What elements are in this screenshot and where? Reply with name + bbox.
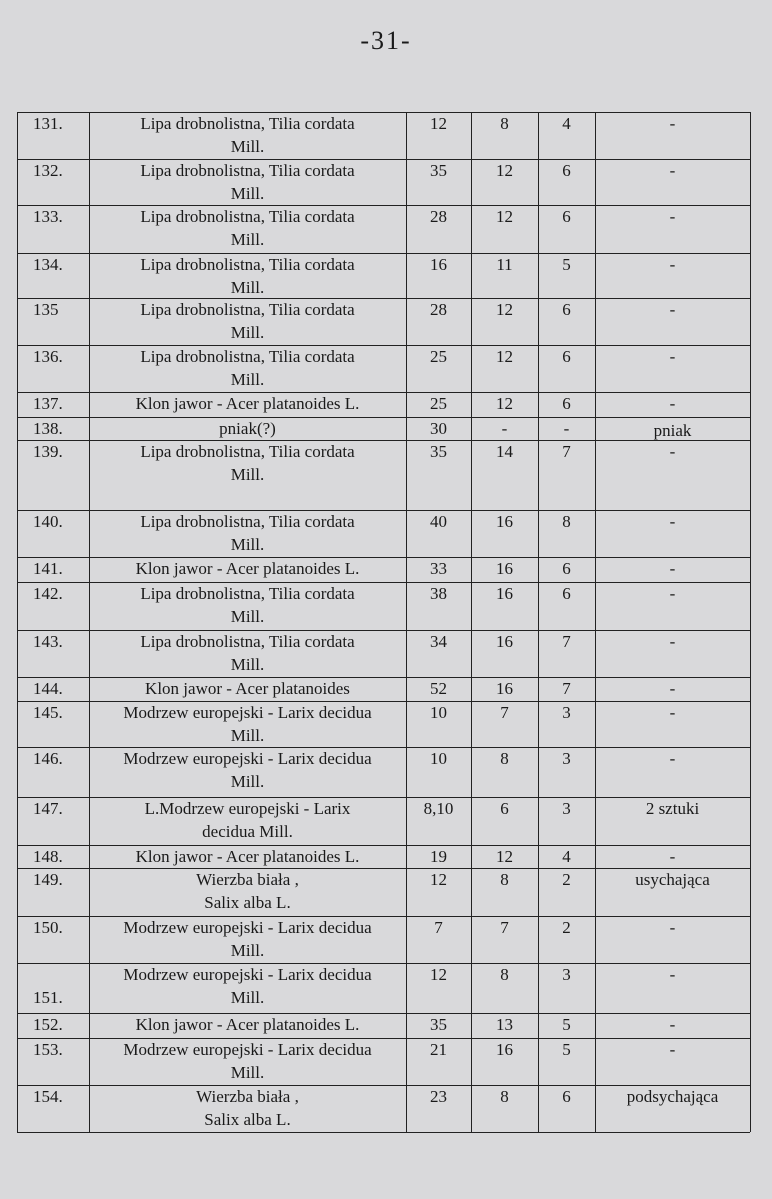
value-crown: 3: [562, 703, 571, 722]
species-name: Modrzew europejski - Larix decidua: [123, 703, 372, 722]
remarks: -: [669, 300, 676, 319]
value-height: 8: [500, 1087, 509, 1106]
species-name: Lipa drobnolistna, Tilia cordata: [140, 512, 355, 531]
species-name: Lipa drobnolistna, Tilia cordata: [140, 114, 355, 133]
remarks: -: [669, 749, 676, 768]
species-name: Mill.: [230, 535, 265, 554]
value-circumference: 8,10: [423, 799, 454, 818]
value-crown: 5: [562, 1040, 571, 1059]
remarks: 2 sztuki: [645, 799, 700, 818]
value-crown: 6: [562, 1087, 571, 1106]
remarks: -: [669, 347, 676, 366]
row-number: 140.: [33, 512, 63, 531]
value-crown: 3: [562, 749, 571, 768]
species-name: Salix alba L.: [204, 1110, 291, 1129]
column-divider: [17, 112, 18, 1132]
row-number: 151.: [33, 988, 63, 1007]
remarks: pniak: [653, 421, 692, 440]
value-crown: 7: [562, 442, 571, 461]
value-height: 16: [496, 679, 513, 698]
value-circumference: 21: [430, 1040, 447, 1059]
value-height: 12: [496, 300, 513, 319]
remarks: -: [669, 584, 676, 603]
remarks: -: [669, 559, 676, 578]
row-number: 147.: [33, 799, 63, 818]
value-crown: 6: [562, 300, 571, 319]
value-height: 6: [500, 799, 509, 818]
species-name: Mill.: [230, 726, 265, 745]
remarks: -: [669, 207, 676, 226]
species-name: Mill.: [230, 230, 265, 249]
value-height: 7: [500, 703, 509, 722]
remarks: podsychająca: [626, 1087, 719, 1106]
value-crown: 6: [562, 207, 571, 226]
value-height: -: [501, 419, 508, 438]
value-crown: 7: [562, 632, 571, 651]
row-number: 145.: [33, 703, 63, 722]
value-crown: 6: [562, 559, 571, 578]
species-name: Lipa drobnolistna, Tilia cordata: [140, 300, 355, 319]
remarks: -: [669, 161, 676, 180]
value-crown: 3: [562, 799, 571, 818]
value-circumference: 30: [430, 419, 447, 438]
row-number: 134.: [33, 255, 63, 274]
species-name: Modrzew europejski - Larix decidua: [123, 1040, 372, 1059]
value-height: 12: [496, 161, 513, 180]
remarks: -: [669, 512, 676, 531]
value-circumference: 35: [430, 442, 447, 461]
value-circumference: 28: [430, 300, 447, 319]
value-circumference: 10: [430, 703, 447, 722]
remarks: -: [669, 965, 676, 984]
value-height: 16: [496, 1040, 513, 1059]
value-crown: 4: [562, 114, 571, 133]
value-circumference: 7: [434, 918, 443, 937]
species-name: Klon jawor - Acer platanoides: [145, 679, 350, 698]
row-number: 154.: [33, 1087, 63, 1106]
remarks: -: [669, 1015, 676, 1034]
row-number: 142.: [33, 584, 63, 603]
page-number: -31-: [360, 26, 412, 55]
row-number: 131.: [33, 114, 63, 133]
species-name: Wierzba biała ,: [196, 870, 299, 889]
value-height: 14: [496, 442, 513, 461]
species-name: pniak(?): [219, 419, 276, 438]
row-number: 153.: [33, 1040, 63, 1059]
value-height: 12: [496, 394, 513, 413]
row-number: 144.: [33, 679, 63, 698]
remarks: usychająca: [635, 870, 710, 889]
value-circumference: 40: [430, 512, 447, 531]
species-name: Mill.: [230, 772, 265, 791]
species-name: Modrzew europejski - Larix decidua: [123, 965, 372, 984]
table-bottom-border: [17, 1132, 750, 1133]
value-crown: 6: [562, 394, 571, 413]
row-number: 132.: [33, 161, 63, 180]
species-name: Mill.: [230, 137, 265, 156]
row-number: 148.: [33, 847, 63, 866]
value-circumference: 35: [430, 161, 447, 180]
value-height: 12: [496, 347, 513, 366]
value-height: 12: [496, 847, 513, 866]
value-crown: 2: [562, 918, 571, 937]
species-name: Klon jawor - Acer platanoides L.: [135, 559, 360, 578]
remarks: -: [669, 703, 676, 722]
value-crown: -: [563, 419, 570, 438]
value-circumference: 35: [430, 1015, 447, 1034]
species-name: Mill.: [230, 941, 265, 960]
value-height: 16: [496, 559, 513, 578]
row-number: 136.: [33, 347, 63, 366]
species-name: Mill.: [230, 278, 265, 297]
value-crown: 6: [562, 161, 571, 180]
row-number: 139.: [33, 442, 63, 461]
remarks: -: [669, 255, 676, 274]
value-crown: 4: [562, 847, 571, 866]
remarks: -: [669, 114, 676, 133]
value-circumference: 12: [430, 114, 447, 133]
species-name: Mill.: [230, 465, 265, 484]
value-height: 7: [500, 918, 509, 937]
value-height: 16: [496, 512, 513, 531]
value-circumference: 12: [430, 965, 447, 984]
species-name: Klon jawor - Acer platanoides L.: [135, 394, 360, 413]
value-height: 16: [496, 584, 513, 603]
species-name: Wierzba biała ,: [196, 1087, 299, 1106]
species-name: Lipa drobnolistna, Tilia cordata: [140, 255, 355, 274]
value-circumference: 28: [430, 207, 447, 226]
column-divider: [750, 112, 751, 1132]
value-circumference: 19: [430, 847, 447, 866]
value-crown: 2: [562, 870, 571, 889]
value-crown: 7: [562, 679, 571, 698]
value-circumference: 25: [430, 394, 447, 413]
value-circumference: 52: [430, 679, 447, 698]
species-name: Lipa drobnolistna, Tilia cordata: [140, 207, 355, 226]
row-number: 133.: [33, 207, 63, 226]
value-height: 8: [500, 870, 509, 889]
value-height: 8: [500, 749, 509, 768]
value-circumference: 12: [430, 870, 447, 889]
row-number: 143.: [33, 632, 63, 651]
value-crown: 3: [562, 965, 571, 984]
species-name: Mill.: [230, 988, 265, 1007]
species-name: Mill.: [230, 184, 265, 203]
value-circumference: 34: [430, 632, 447, 651]
species-name: Lipa drobnolistna, Tilia cordata: [140, 347, 355, 366]
value-crown: 5: [562, 255, 571, 274]
value-crown: 8: [562, 512, 571, 531]
row-number: 141.: [33, 559, 63, 578]
value-circumference: 38: [430, 584, 447, 603]
row-number: 135: [33, 300, 59, 319]
species-name: decidua Mill.: [202, 822, 293, 841]
value-height: 12: [496, 207, 513, 226]
species-name: Mill.: [230, 655, 265, 674]
species-name: Lipa drobnolistna, Tilia cordata: [140, 442, 355, 461]
species-name: Lipa drobnolistna, Tilia cordata: [140, 632, 355, 651]
value-height: 13: [496, 1015, 513, 1034]
species-name: Modrzew europejski - Larix decidua: [123, 749, 372, 768]
remarks: -: [669, 442, 676, 461]
value-crown: 6: [562, 347, 571, 366]
value-height: 8: [500, 965, 509, 984]
species-name: Klon jawor - Acer platanoides L.: [135, 1015, 360, 1034]
remarks: -: [669, 632, 676, 651]
species-name: Mill.: [230, 370, 265, 389]
value-height: 11: [496, 255, 513, 274]
row-number: 146.: [33, 749, 63, 768]
value-crown: 5: [562, 1015, 571, 1034]
value-circumference: 25: [430, 347, 447, 366]
species-name: Mill.: [230, 323, 265, 342]
species-name: Mill.: [230, 607, 265, 626]
species-name: Mill.: [230, 1063, 265, 1082]
species-name: Modrzew europejski - Larix decidua: [123, 918, 372, 937]
row-number: 152.: [33, 1015, 63, 1034]
value-circumference: 23: [430, 1087, 447, 1106]
value-crown: 6: [562, 584, 571, 603]
remarks: -: [669, 1040, 676, 1059]
value-circumference: 16: [430, 255, 447, 274]
row-number: 150.: [33, 918, 63, 937]
remarks: -: [669, 679, 676, 698]
remarks: -: [669, 918, 676, 937]
value-height: 8: [500, 114, 509, 133]
species-name: Salix alba L.: [204, 893, 291, 912]
species-name: Lipa drobnolistna, Tilia cordata: [140, 161, 355, 180]
species-name: Klon jawor - Acer platanoides L.: [135, 847, 360, 866]
value-circumference: 33: [430, 559, 447, 578]
row-number: 149.: [33, 870, 63, 889]
value-circumference: 10: [430, 749, 447, 768]
row-number: 137.: [33, 394, 63, 413]
row-number: 138.: [33, 419, 63, 438]
remarks: -: [669, 847, 676, 866]
species-name: L.Modrzew europejski - Larix: [144, 799, 351, 818]
species-name: Lipa drobnolistna, Tilia cordata: [140, 584, 355, 603]
remarks: -: [669, 394, 676, 413]
value-height: 16: [496, 632, 513, 651]
